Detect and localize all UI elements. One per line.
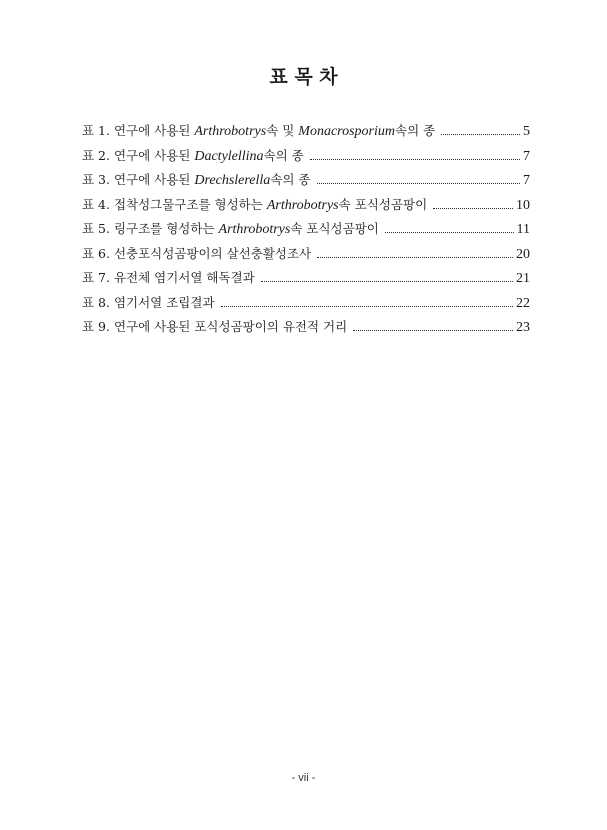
dot-leader xyxy=(317,183,520,184)
toc-entry-text: 속 포식성곰팡이 xyxy=(290,221,379,236)
toc-entry-label xyxy=(82,146,304,165)
toc-entry-text: 연구에 사용된 xyxy=(113,172,195,187)
toc-entry-number: 표 7. xyxy=(82,270,114,285)
toc-entry xyxy=(82,219,530,244)
dot-leader xyxy=(433,208,513,209)
toc-entry xyxy=(82,170,530,195)
taxon-name: Arthrobotrys xyxy=(266,197,339,213)
toc-entry-text: 유전체 염기서열 해독결과 xyxy=(113,270,255,285)
dot-leader xyxy=(310,159,520,160)
toc-entry xyxy=(82,121,530,146)
toc-entry xyxy=(82,244,530,269)
toc-entry-number: 표 2. xyxy=(82,147,114,163)
taxon-name: Drechslerella xyxy=(194,173,271,188)
toc-entry-page: 5 xyxy=(523,124,530,139)
table-list xyxy=(82,121,530,342)
toc-entry-number: 표 6. xyxy=(82,245,114,261)
toc-entry-page: 7 xyxy=(523,173,530,188)
dot-leader xyxy=(221,306,513,307)
toc-entry-text: 속의 종 xyxy=(395,123,436,138)
toc-entry-number: 표 3. xyxy=(82,172,114,187)
toc-entry-text: 연구에 사용된 xyxy=(113,147,195,163)
toc-entry-text: 속의 종 xyxy=(270,172,311,187)
toc-entry-text: 속의 종 xyxy=(263,147,304,163)
toc-entry xyxy=(82,146,530,171)
toc-entry-text: 염기서열 조립결과 xyxy=(113,294,215,310)
toc-entry-page: 11 xyxy=(516,222,530,237)
toc-entry-page: 22 xyxy=(516,295,530,311)
toc-entry-label xyxy=(82,121,435,140)
toc-entry-page: 10 xyxy=(516,197,530,213)
toc-entry-text: 선충포식성곰팡이의 살선충활성조사 xyxy=(113,245,312,261)
toc-entry-text: 접착성그물구조를 형성하는 xyxy=(113,196,267,212)
toc-entry-label xyxy=(82,244,311,262)
toc-entry-number: 표 8. xyxy=(82,294,114,310)
toc-entry-label xyxy=(82,268,255,286)
toc-entry-label xyxy=(82,293,215,311)
toc-entry-label xyxy=(82,195,427,214)
toc-entry xyxy=(82,195,530,220)
toc-entry-text: 속 포식성곰팡이 xyxy=(338,196,428,212)
dot-leader xyxy=(385,232,514,233)
toc-entry xyxy=(82,268,530,293)
toc-entry-label xyxy=(82,170,311,189)
toc-entry-label xyxy=(82,317,347,335)
toc-entry xyxy=(82,317,530,342)
toc-entry-number: 표 1. xyxy=(82,123,114,138)
dot-leader xyxy=(353,330,513,331)
toc-entry-page: 21 xyxy=(516,271,530,286)
toc-entry-number: 표 9. xyxy=(82,319,114,334)
toc-entry-text: 링구조를 형성하는 xyxy=(113,221,219,236)
taxon-name: Arthrobotrys xyxy=(194,124,267,139)
toc-entry-page: 7 xyxy=(523,148,530,164)
taxon-name: Dactylellina xyxy=(194,148,264,164)
taxon-name: Arthrobotrys xyxy=(218,222,291,237)
toc-entry-number: 표 4. xyxy=(82,196,114,212)
toc-entry-text: 연구에 사용된 포식성곰팡이의 유전적 거리 xyxy=(113,319,348,334)
dot-leader xyxy=(441,134,520,135)
toc-entry-text: 연구에 사용된 xyxy=(113,123,195,138)
toc-entry-number: 표 5. xyxy=(82,221,114,236)
toc-entry-text: 속 및 xyxy=(266,123,299,138)
dot-leader xyxy=(317,257,513,258)
page-number: - vii - xyxy=(291,772,316,784)
toc-entry-label xyxy=(82,219,379,238)
taxon-name: Monacrosporium xyxy=(298,124,395,139)
toc-entry xyxy=(82,293,530,318)
page-title: 표 목 차 xyxy=(269,66,338,88)
toc-entry-page: 20 xyxy=(516,246,530,262)
dot-leader xyxy=(261,281,513,282)
toc-entry-page: 23 xyxy=(516,320,530,335)
